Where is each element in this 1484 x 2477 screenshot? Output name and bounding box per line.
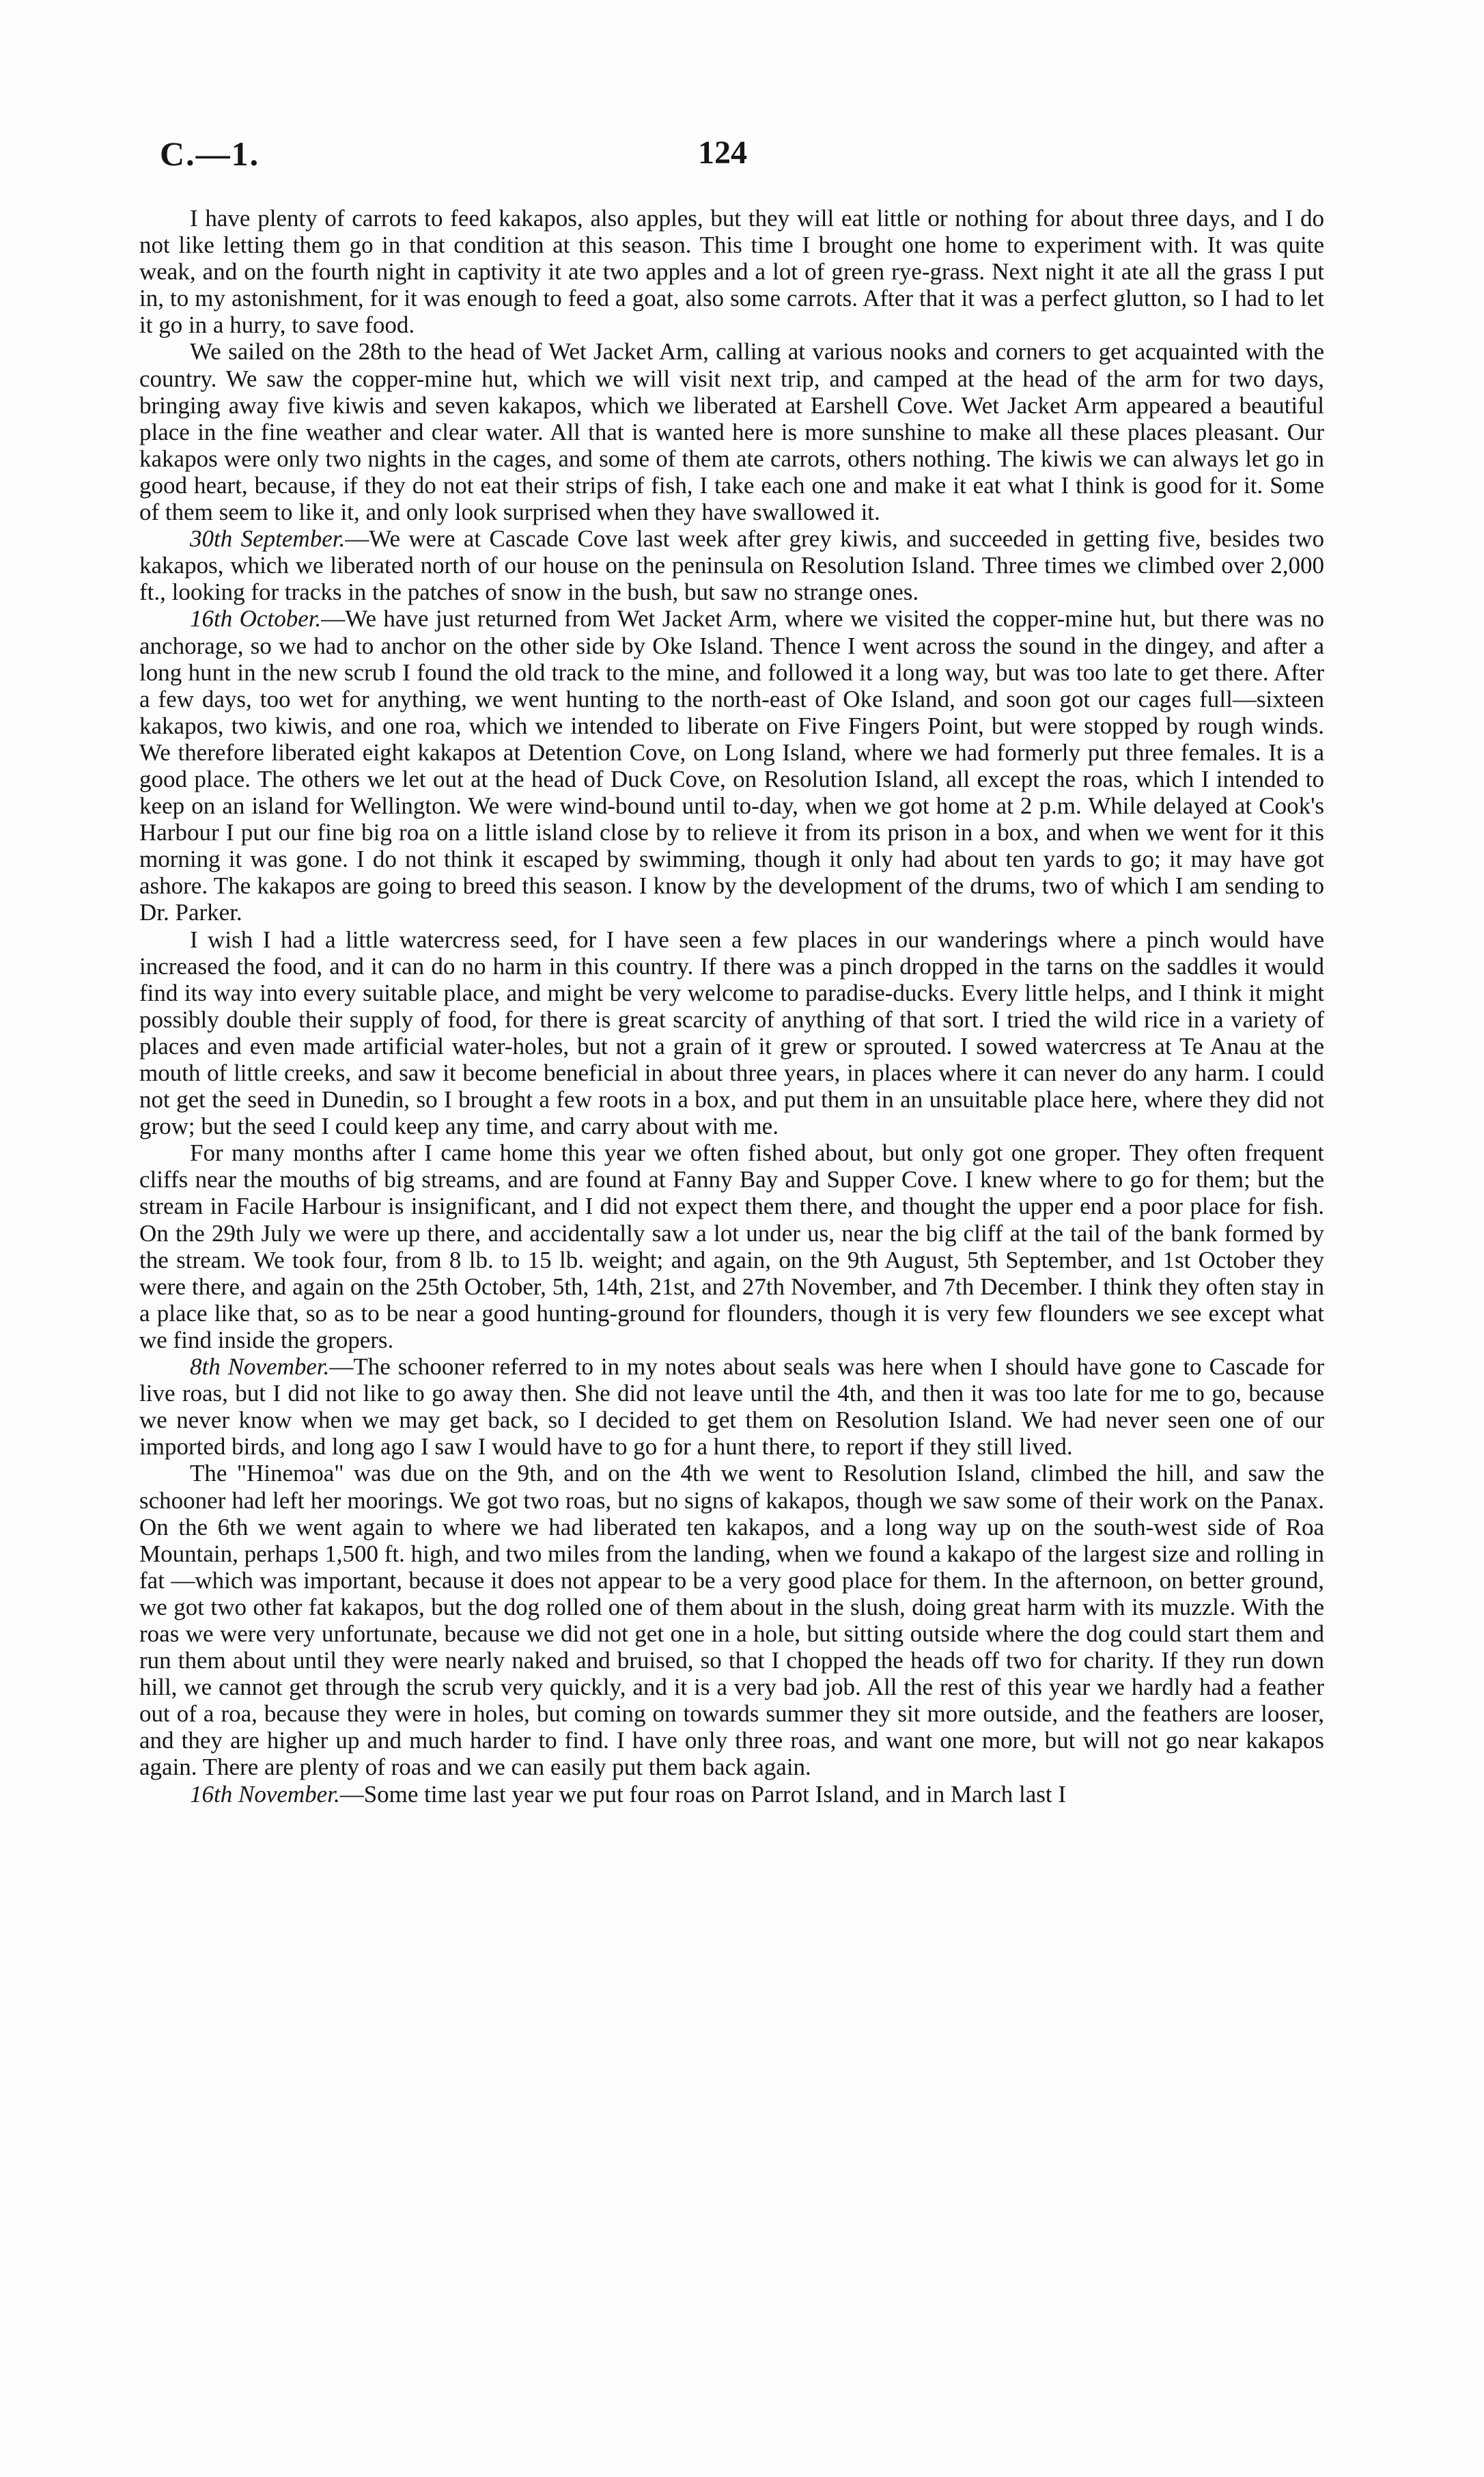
paragraph-text: —Some time last year we put four roas on Parrot Island, and in March last I xyxy=(339,1780,1067,1808)
paragraph-text: —We were at Cascade Cove last week after grey kiwis, and succeeded in getting five, besides two kakapos, which we liberated north of our house on the peninsula on Resolution Island. Three times we climbed over 2,000 ft., looking for tracks in the patches of snow in the bush, but saw no strange ones. xyxy=(139,525,1324,606)
paragraph xyxy=(139,926,1324,1140)
paragraph xyxy=(139,1781,1324,1808)
paragraph-text: I wish I had a little watercress seed, for I have seen a few places in our wanderings where a pinch would have increased the food, and it can do no harm in this country. If there was a pinch dropped in the tarns on the saddles it would find its way into every suitable place, and might be very welcome to paradise-ducks. Every little helps, and I think it might possibly double their supply of food, for there is great scarcity of anything of that sort. I tried the wild rice in a variety of places and even made artificial water-holes, but not a grain of it grew or sprouted. I sowed watercress at Te Anau at the mouth of little creeks, and saw it become beneficial in about three years, in places where it can never do any harm. I could not get the seed in Dunedin, so I brought a few roots in a box, and put them in an unsuitable place here, where they did not grow; but the seed I could keep any time, and carry about with me. xyxy=(139,926,1324,1140)
paragraph xyxy=(139,205,1324,338)
paragraph xyxy=(139,605,1324,926)
body-text xyxy=(139,205,1324,1808)
entry-date: 30th September. xyxy=(190,525,346,553)
page-number: 124 xyxy=(698,135,747,171)
paragraph-text: The "Hinemoa" was due on the 9th, and on the 4th we went to Resolution Island, climbed the hill, and saw the schooner had left her moorings. We got two roas, but no signs of kakapos, though we saw some of their work on the Panax. On the 6th we went again to where we had liberated ten kakapos, and a long way up on the south-west side of Roa Mountain, perhaps 1,500 ft. high, and two miles from the landing, when we found a kakapo of the largest size and rolling in fat —which was important, because it does not appear to be a very good place for them. In the afternoon, on better ground, we got two other fat kakapos, but the dog rolled one of them about in the slush, doing great harm with its muzzle. With the roas we were very unfortunate, because we did not get one in a hole, but sitting outside where the dog could start them and run them about until they were nearly naked and bruised, so that I chopped the heads off two for charity. If they run down hill, we cannot get through the scrub very quickly, and it is a very bad job. All the rest of this year we hardly had a feather out of a roa, because they were in holes, but coming on towards summer they sit more outside, and the feathers are looser, and they are higher up and much harder to find. I have only three roas, and want one more, but will not go near kakapos again. There are plenty of roas and we can easily put them back again. xyxy=(139,1460,1324,1781)
entry-date: 8th November. xyxy=(190,1353,330,1381)
paragraph-text: I have plenty of carrots to feed kakapos, also apples, but they will eat little or nothing for about three days, and I do not like letting them go in that condition at this season. This time I brought one home to experiment with. It was quite weak, and on the fourth night in captivity it ate two apples and a lot of green rye-grass. Next night it ate all the grass I put in, to my astonishment, for it was enough to feed a goat, also some carrots. After that it was a perfect glutton, so I had to let it go in a hurry, to save food. xyxy=(139,205,1324,339)
entry-date: 16th November. xyxy=(190,1780,340,1808)
paragraph xyxy=(139,338,1324,525)
paragraph xyxy=(139,1460,1324,1780)
paragraph xyxy=(139,1353,1324,1460)
paragraph-text: We sailed on the 28th to the head of Wet Jacket Arm, calling at various nooks and corners to get acquainted with the country. We saw the copper-mine hut, which we will visit next trip, and camped at the head of the arm for two days, bringing away five kiwis and seven kakapos, which we liberated at Earshell Cove. Wet Jacket Arm appeared a beautiful place in the fine weather and clear water. All that is wanted here is more sunshine to make all these places pleasant. Our kakapos were only two nights in the cages, and some of them ate carrots, others nothing. The kiwis we can always let go in good heart, because, if they do not eat their strips of fish, I take each one and make it eat what I think is good for it. Some of them seem to like it, and only look surprised when they have swallowed it. xyxy=(139,338,1324,526)
paragraph-text: For many months after I came home this year we often fished about, but only got one groper. They often frequent cliffs near the mouths of big streams, and are found at Fanny Bay and Supper Cove. I knew where to go for them; but the stream in Facile Harbour is insignificant, and I did not expect them there, and thought the upper end a poor place for fish. On the 29th July we were up there, and accidentally saw a lot under us, near the big cliff at the tail of the bank formed by the stream. We took four, from 8 lb. to 15 lb. weight; and again, on the 9th August, 5th September, and 1st October they were there, and again on the 25th October, 5th, 14th, 21st, and 27th November, and 7th December. I think they often stay in a place like that, so as to be near a good hunting-ground for flounders, though it is very few flounders we see except what we find inside the gropers. xyxy=(139,1139,1324,1353)
paragraph-text: —We have just returned from Wet Jacket Arm, where we visited the copper-mine hut, but there was no anchorage, so we had to anchor on the other side by Oke Island. Thence I went across the sound in the dingey, and after a long hunt in the new scrub I found the old track to the mine, and followed it a long way, but was too late to get there. After a few days, too wet for anything, we went hunting to the north-east of Oke Island, and soon got our cages full—sixteen kakapos, two kiwis, and one roa, which we intended to liberate on Five Fingers Point, but were stopped by rough winds. We therefore liberated eight kakapos at Detention Cove, on Long Island, where we had formerly put three females. It is a good place. The others we let out at the head of Duck Cove, on Resolution Island, all except the roas, which I intended to keep on an island for Wellington. We were wind-bound until to-day, when we got home at 2 p.m. While delayed at Cook's Harbour I put our fine big roa on a little island close by to relieve it from its prison in a box, and when we went for it this morning it was gone. I do not think it escaped by swimming, though it only had about ten yards to go; it may have got ashore. The kakapos are going to breed this season. I know by the development of the drums, two of which I am sending to Dr. Parker. xyxy=(139,605,1324,926)
document-reference: C.—1. xyxy=(160,135,260,173)
paragraph xyxy=(139,1139,1324,1353)
paragraph-text: —The schooner referred to in my notes about seals was here when I should have gone to Cascade for live roas, but I did not like to go away then. She did not leave until the 4th, and then it was too late for me to go, because we never know when we may get back, so I decided to get them on Resolution Island. We had never seen one of our imported birds, and long ago I saw I would have to go for a hunt there, to report if they still lived. xyxy=(139,1353,1324,1461)
paragraph xyxy=(139,525,1324,605)
entry-date: 16th October. xyxy=(190,605,322,633)
